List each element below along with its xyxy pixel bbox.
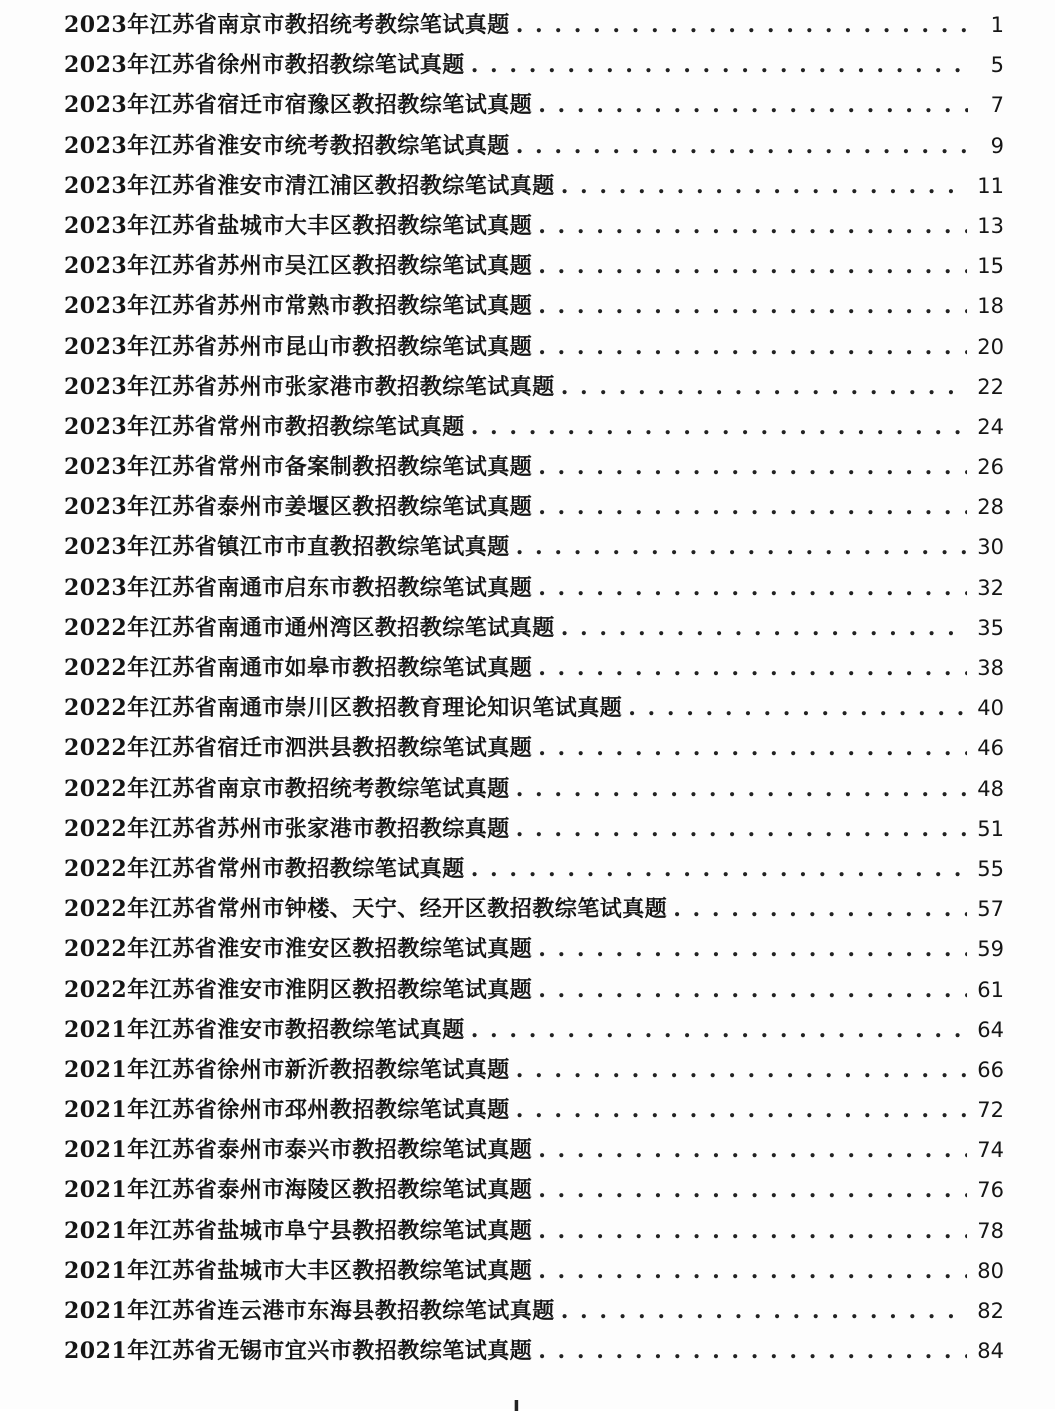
toc-entry-title: 2021年江苏省连云港市东海县教招教综笔试真题	[64, 1298, 555, 1324]
toc-entry-title: 2021年江苏省盐城市阜宁县教招教综笔试真题	[64, 1217, 533, 1244]
toc-entry-page-number: 59	[977, 937, 1004, 962]
toc-dot-leader	[538, 206, 967, 246]
toc-entry[interactable]	[64, 809, 1004, 849]
toc-entry-title: 2023年江苏省淮安市统考教招教综笔试真题	[64, 132, 510, 159]
toc-entry[interactable]	[64, 327, 1004, 367]
toc-entry-title: 2021年江苏省无锡市宜兴市教招教综笔试真题	[64, 1338, 533, 1365]
toc-dot-leader	[471, 45, 968, 85]
toc-entry-page-number: 57	[977, 897, 1004, 922]
toc-entry-page-number: 5	[990, 53, 1004, 78]
toc-entry[interactable]	[64, 688, 1004, 728]
toc-entry[interactable]	[64, 527, 1004, 567]
toc-entry-page-number: 38	[977, 656, 1004, 680]
toc-entry[interactable]	[64, 1251, 1004, 1291]
toc-entry-title: 2022年江苏省南京市教招统考教综笔试真题	[64, 775, 510, 802]
toc-entry-title: 2023年江苏省苏州市吴江区教招教综笔试真题	[64, 253, 533, 280]
toc-entry[interactable]	[64, 1050, 1004, 1090]
toc-entry-title: 2021年江苏省泰州市海陵区教招教综笔试真题	[64, 1177, 533, 1204]
toc-entry[interactable]	[64, 1170, 1004, 1210]
toc-dot-leader	[538, 447, 967, 487]
toc-entry[interactable]	[64, 1010, 1004, 1050]
toc-entry-page-number: 48	[977, 776, 1004, 801]
toc-entry[interactable]	[64, 1211, 1004, 1251]
toc-entry[interactable]	[64, 286, 1004, 326]
toc-entry[interactable]	[64, 929, 1004, 969]
toc-entry-page-number: 32	[977, 575, 1004, 600]
toc-entry-title: 2023年江苏省苏州市常熟市教招教综笔试真题	[64, 293, 533, 320]
toc-entry-page-number: 15	[977, 254, 1004, 279]
toc-entry-page-number: 24	[977, 414, 1004, 439]
toc-dot-leader	[538, 929, 967, 969]
toc-entry-title: 2022年江苏省常州市钟楼、天宁、经开区教招教综笔试真题	[64, 896, 668, 923]
toc-entry-page-number: 61	[977, 977, 1004, 1002]
toc-entry-title: 2023年江苏省宿迁市宿豫区教招教综笔试真题	[64, 92, 533, 119]
toc-entry[interactable]	[64, 1331, 1004, 1371]
toc-entry-title: 2023年江苏省镇江市市直教招教综笔试真题	[64, 534, 510, 561]
toc-entry[interactable]	[64, 769, 1004, 809]
toc-entry[interactable]	[64, 568, 1004, 608]
toc-entry[interactable]	[64, 166, 1004, 206]
toc-entry-title: 2023年江苏省苏州市昆山市教招教综笔试真题	[64, 333, 533, 360]
toc-entry-page-number: 22	[977, 374, 1004, 399]
toc-entry[interactable]	[64, 1130, 1004, 1170]
toc-entry[interactable]	[64, 206, 1004, 246]
toc-entry[interactable]	[64, 970, 1004, 1010]
toc-entry[interactable]	[64, 849, 1004, 889]
toc-entry-page-number: 64	[977, 1017, 1004, 1042]
toc-entry-title: 2021年江苏省徐州市新沂教招教综笔试真题	[64, 1056, 510, 1083]
toc-entry[interactable]	[64, 246, 1004, 286]
toc-dot-leader	[516, 527, 968, 567]
toc-entry-page-number: 35	[977, 615, 1004, 640]
toc-entry-page-number: 66	[977, 1057, 1004, 1082]
toc-entry-title: 2023年江苏省常州市教招教综笔试真题	[64, 413, 465, 440]
toc-entry-title: 2023年江苏省南通市启东市教招教综笔试真题	[64, 574, 533, 601]
toc-dot-leader	[561, 367, 968, 407]
toc-dot-leader	[538, 1170, 967, 1210]
toc-entry-page-number: 78	[977, 1218, 1004, 1243]
toc-entry-title: 2021年江苏省泰州市泰兴市教招教综笔试真题	[64, 1137, 533, 1164]
toc-entry-title: 2023年江苏省徐州市教招教综笔试真题	[64, 52, 465, 79]
toc-entry-title: 2021年江苏省盐城市大丰区教招教综笔试真题	[64, 1257, 533, 1284]
toc-dot-leader	[516, 126, 968, 166]
toc-entry[interactable]	[64, 728, 1004, 768]
toc-entry[interactable]	[64, 367, 1004, 407]
toc-entry[interactable]	[64, 889, 1004, 929]
toc-dot-leader	[538, 286, 967, 326]
toc-entry[interactable]	[64, 126, 1004, 166]
toc-entry-page-number: 18	[977, 294, 1004, 319]
toc-dot-leader	[516, 5, 968, 45]
toc-dot-leader	[516, 809, 968, 849]
toc-entry-page-number: 26	[977, 455, 1004, 480]
toc-dot-leader	[471, 849, 968, 889]
toc-dot-leader	[561, 1291, 968, 1331]
toc-dot-leader	[538, 1331, 967, 1371]
toc-entry-title: 2023年江苏省苏州市张家港市教招教综笔试真题	[64, 373, 555, 400]
toc-entry[interactable]	[64, 407, 1004, 447]
table-of-contents	[64, 5, 1004, 1371]
toc-entry-page-number: 55	[977, 856, 1004, 881]
toc-entry-title: 2022年江苏省苏州市张家港市教招教综真题	[64, 815, 510, 842]
toc-dot-leader	[538, 1211, 967, 1251]
toc-entry[interactable]	[64, 487, 1004, 527]
toc-dot-leader	[516, 769, 968, 809]
toc-entry-title: 2023年江苏省常州市备案制教招教综笔试真题	[64, 454, 533, 481]
toc-entry-page-number: 84	[977, 1339, 1004, 1364]
toc-dot-leader	[628, 688, 967, 728]
toc-entry-title: 2022年江苏省常州市教招教综笔试真题	[64, 855, 465, 882]
toc-dot-leader	[471, 407, 968, 447]
toc-entry[interactable]	[64, 1291, 1004, 1331]
toc-entry-title: 2022年江苏省淮安市淮阴区教招教综笔试真题	[64, 976, 533, 1003]
toc-entry-page-number: 72	[977, 1098, 1004, 1123]
toc-entry[interactable]	[64, 648, 1004, 688]
toc-entry-title: 2022年江苏省南通市崇川区教招教育理论知识笔试真题	[64, 695, 623, 722]
toc-entry-title: 2022年江苏省宿迁市泗洪县教招教综笔试真题	[64, 735, 533, 762]
toc-entry-title: 2022年江苏省南通市如皋市教招教综笔试真题	[64, 655, 533, 681]
toc-entry-title: 2021年江苏省淮安市教招教综笔试真题	[64, 1016, 465, 1043]
toc-dot-leader	[538, 648, 967, 688]
toc-entry[interactable]	[64, 85, 1004, 125]
toc-dot-leader	[538, 568, 967, 608]
toc-dot-leader	[561, 608, 968, 648]
toc-entry-title: 2022年江苏省南通市通州湾区教招教综笔试真题	[64, 614, 555, 641]
toc-entry[interactable]	[64, 45, 1004, 85]
toc-entry-page-number: 9	[990, 133, 1004, 158]
toc-dot-leader	[538, 487, 967, 527]
toc-entry-page-number: 40	[977, 696, 1004, 721]
toc-entry-title: 2023年江苏省盐城市大丰区教招教综笔试真题	[64, 212, 533, 239]
toc-entry-page-number: 11	[977, 173, 1004, 198]
toc-entry-page-number: 1	[990, 13, 1004, 37]
toc-entry-page-number: 46	[977, 736, 1004, 761]
toc-entry-title: 2021年江苏省徐州市邳州教招教综笔试真题	[64, 1097, 510, 1124]
toc-dot-leader	[561, 166, 968, 206]
toc-entry-page-number: 74	[977, 1138, 1004, 1163]
toc-dot-leader	[516, 1050, 968, 1090]
toc-dot-leader	[673, 889, 967, 929]
toc-dot-leader	[538, 1130, 967, 1170]
toc-entry[interactable]	[64, 447, 1004, 487]
toc-entry-page-number: 80	[977, 1258, 1004, 1283]
toc-entry[interactable]	[64, 5, 1004, 45]
toc-dot-leader	[538, 970, 967, 1010]
toc-dot-leader	[538, 327, 967, 367]
toc-dot-leader	[538, 246, 967, 286]
toc-entry-page-number: 7	[990, 93, 1004, 118]
toc-dot-leader	[538, 85, 968, 125]
toc-entry-title: 2023年江苏省淮安市清江浦区教招教综笔试真题	[64, 172, 555, 199]
toc-entry-page-number: 51	[977, 816, 1004, 841]
toc-entry-page-number: 20	[977, 334, 1004, 359]
toc-entry[interactable]	[64, 608, 1004, 648]
toc-entry-page-number: 82	[977, 1299, 1004, 1323]
toc-entry-page-number: 30	[977, 535, 1004, 560]
toc-dot-leader	[538, 728, 967, 768]
toc-entry-title: 2023年江苏省泰州市姜堰区教招教综笔试真题	[64, 494, 533, 521]
toc-dot-leader	[538, 1251, 967, 1291]
toc-dot-leader	[471, 1010, 968, 1050]
toc-entry-title: 2023年江苏省南京市教招统考教综笔试真题	[64, 12, 510, 38]
page-footer-mark: ı	[513, 1392, 520, 1416]
toc-entry-page-number: 76	[977, 1178, 1004, 1203]
toc-entry-page-number: 13	[977, 213, 1004, 238]
toc-dot-leader	[516, 1090, 968, 1130]
toc-entry-page-number: 28	[977, 495, 1004, 520]
toc-entry-title: 2022年江苏省淮安市淮安区教招教综笔试真题	[64, 936, 533, 963]
toc-entry[interactable]	[64, 1090, 1004, 1130]
